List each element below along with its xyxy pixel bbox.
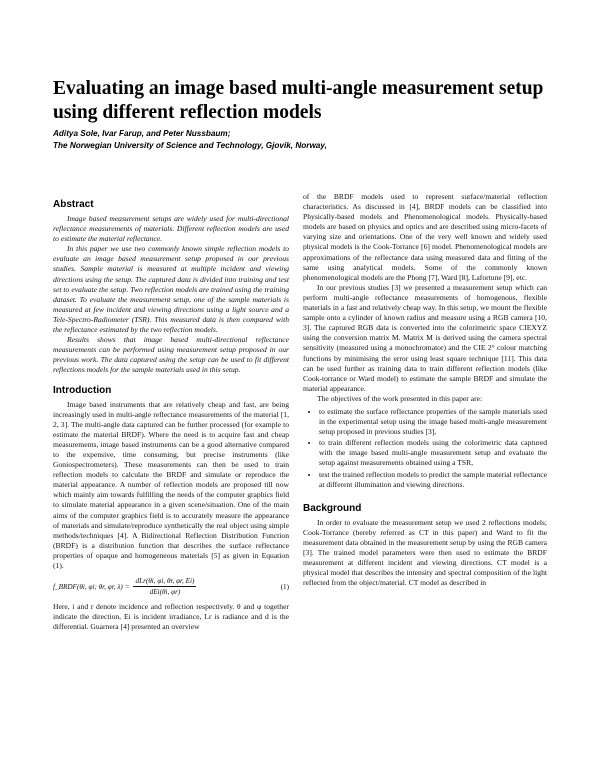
list-item: • test the trained reflection models to predict the sample material reflectance at different illumination and viewing directions. — [319, 470, 547, 490]
list-item: • to estimate the surface reflectance properties of the sample materials used in the experimental setup using the image based multi-angle measurement setup proposed in previous studies [3], — [319, 407, 547, 437]
author-block — [53, 128, 553, 152]
background-paragraph: In order to evaluate the measurement setup we used 2 reflections models; Cook-Torrance (hereby referred as CT in this paper) and Ward to fit the measurement data obtained in the measurement setup by using the RGB camera [3]. The trained model parameters were then used to estimate the BRDF measurement at different incident and viewing directions. CT model is a physical model that describes the intensity and spectral composition of the light reflected from the object/material. CT model as described in — [303, 517, 547, 588]
author-names: Aditya Sole, Ivar Farup, and Peter Nussbaum; — [53, 129, 231, 138]
left-column — [53, 198, 289, 632]
author-affiliation: The Norwegian University of Science and Technology, Gjovik, Norway, — [53, 141, 327, 150]
equation-1 — [53, 577, 289, 596]
paper-title: Evaluating an image based multi-angle measurement setup using different reflection models — [53, 78, 544, 123]
equation-denominator: dEi(θi, φr) — [149, 588, 181, 597]
right-paragraph-1: of the BRDF models used to represent surface/material reflection characteristics. As discussed in [4], BRDF models can be classified into Physically-based models and Phenomenological models. Physically-based models are based on physics and optics and are described using micro-facets of varying size and orientations. One of the very well known and widely used physical models is the Cook-Torrance [6] model. Phenomenological models are approximations of the reflectance data using measured data and fitting of the same using analytical models. Some of the commonly known phenomenological models are the Phong [7], Ward [8], Lafortune [9], etc. — [303, 192, 547, 282]
abstract-paragraph-1: Image based measurement setups are widely used for multi-directional reflectance measurements of materials. Different reflection models are used to estimate the material reflectance. — [53, 214, 289, 244]
right-column — [303, 192, 547, 588]
introduction-heading: Introduction — [53, 384, 112, 396]
equation-fraction — [133, 577, 196, 596]
abstract-heading: Abstract — [53, 199, 94, 210]
abstract-paragraph-2: In this paper we use two commonly known simple reflection models to evaluate an image based measurement setup proposed in our previous studies. Sample material is measured at multiple incident and viewing directions using the setup. The captured data is divided into training and test set to evaluate the setup. Two reflection models are trained using the training dataset. To evaluate the measurement setup, one of the sample materials is measured at few incident and viewing directions using a light source and a Tele-Spectro-Radiometer (TSR). This measured data is then compared with the reflectance estimated by the two reflection models. — [53, 244, 289, 335]
equation-lhs: f_BRDF(θi, φi; θr, φr, λ) = — [53, 582, 130, 591]
objectives-intro: The objectives of the work presented in this paper are: — [317, 393, 483, 403]
abstract-paragraph-3: Results shows that image based multi-directional reflectance measurements can be performed using measurement setup proposed in our previous work. The data captured using the setup can be used to fit different reflections models for the sample materials used in this setup. — [53, 335, 289, 375]
objectives-list — [303, 407, 547, 490]
background-heading: Background — [303, 502, 362, 514]
introduction-paragraph-2: Here, i and r denote incidence and reflection respectively. θ and φ together indicate the direction, Ei is incident irradiance, Lr is radiance and d is the differential. Guarnera [4] presented an overview — [53, 602, 289, 632]
equation-numerator: dLr(θi, φi, θr, φr, Ei) — [135, 577, 195, 586]
introduction-paragraph-1: Image based instruments that are relatively cheap and fast, are being increasingly used in multi-angle reflectance measurements of the material [1, 2, 3]. The multi-angle data captured can be further processed (for example to estimate the material BRDF). Where the need is to acquire fast and cheap measurements, image based instruments can be a good alternative compared to the expensive, time consuming, but precise instruments (like Goniospectrometers). These measurements can then be used to train reflection models to calculate the BRDF and simulate or reproduce the material appearance. A number of reflection models are proposed till now which mainly aim towards fulfilling the needs of the computer graphics field to simulate material appearance in a given scene/situation. One of the main aims of the computer graphics field is to accurately measure the appearance of materials and simulate/reproduce synthetically the real object using simple methods/techniques [4]. A Bidirectional Reflection Distribution Function (BRDF) is a distribution function that describes the surface reflectance properties of opaque and homogeneous materials [5] as given in Equation (1). — [53, 399, 289, 570]
list-item: • to train different reflection models using the colorimetric data captured with the image based multi-angle measurement setup and evaluate the setup against measurements obtained using a TSR, — [319, 438, 547, 468]
right-paragraph-2: In our previous studies [3] we presented a measurement setup which can perform multi-angle reflectance measurements of homogenous, flexible materials in a fast and relatively cheap way. In this setup, we mount the flexible sample onto a cylinder of known radius and measure using a RGB camera [10, 3]. The captured RGB data is converted into the colorimetric space CIEXYZ using the conversion matrix M. Matrix M is derived using the camera spectral sensitivity (measured using a monochromator) and the CIE 2° colour matching functions by minimising the error using least square technique [11]. This data can be used further as training data to train different reflection models (like Cook-torrance or Ward model) to estimate the sample BRDF and simulate the material appearance. — [303, 282, 547, 393]
equation-number: (1) — [280, 582, 289, 591]
